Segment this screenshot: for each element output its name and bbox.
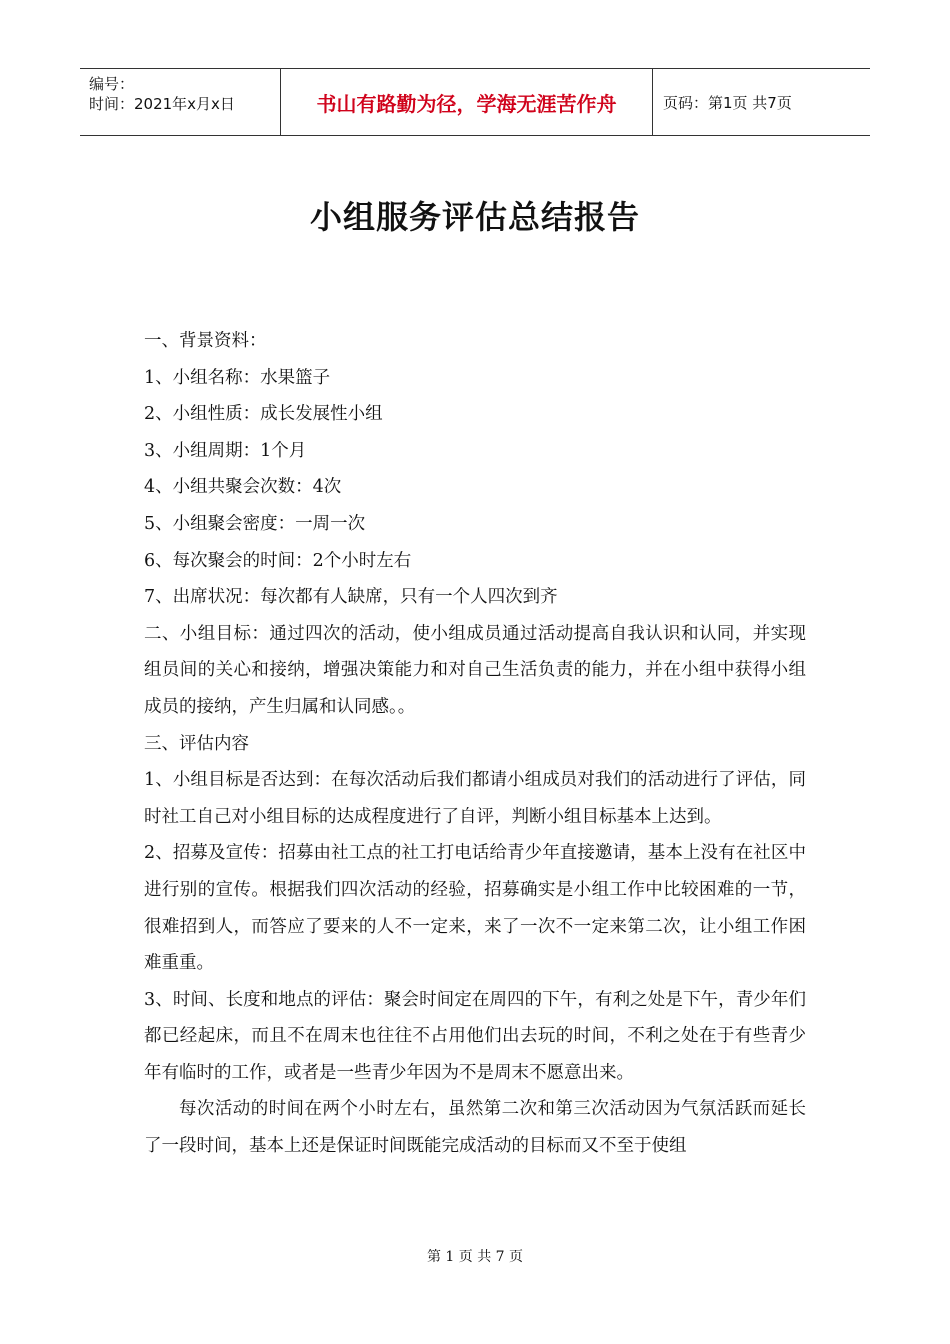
header-meta-cell [80,69,281,135]
section-heading-background: 一、背景资料： [144,331,267,351]
evaluation-item-time-location: 3、时间、长度和地点的评估：聚会时间定在周四的下午，有利之处是下午，青少年们都已经起床，而且不在周末也往往不占用他们出去玩的时间，不利之处在于有些青少年有临时的工作，或者是一些青少年因为不是周末不愿意出来。 [144,989,806,1083]
list-item: 3、小组周期：1个月 [144,440,307,461]
list-item: 7、出席状况：每次都有人缺席，只有一个人四次到齐 [144,587,558,608]
evaluation-paragraph-duration: 每次活动的时间在两个小时左右，虽然第二次和第三次活动因为气氛活跃而延长了一段时间，基本上还是保证时间既能完成活动的目标而又不至于使组 [144,1099,806,1157]
evaluation-item-recruitment: 2、招募及宣传：招募由社工点的社工打电话给青少年直接邀请，基本上没有在社区中进行别的宣传。根据我们四次活动的经验，招募确实是小组工作中比较困难的一节，很难招到人，而答应了要来的人不一定来，来了一次不一定来第二次，让小组工作困难重重。 [144,843,806,974]
page-footer: 第 1 页 共 7 页 [426,1249,524,1265]
list-item: 2、小组性质：成长发展性小组 [144,404,383,425]
header-motto: 书山有路勤为径，学海无涯苦作舟 [281,69,653,135]
list-item: 5、小组聚会密度：一周一次 [144,513,366,534]
document-date-label: 时间：2021年x月x日 [89,95,235,113]
section-heading-evaluation: 三、评估内容 [144,733,249,754]
list-item: 4、小组共聚会次数：4次 [144,477,342,498]
list-item: 1、小组名称：水果篮子 [144,367,331,388]
list-item: 6、每次聚会的时间：2个小时左右 [144,550,412,571]
header-page-number: 页码：第1页 共7页 [663,93,792,112]
document-number-label: 编号： [89,75,135,93]
document-title: 小组服务评估总结报告 [309,198,640,236]
section-group-goals: 二、小组目标：通过四次的活动，使小组成员通过活动提高自我认识和认同，并实现组员间的关心和接纳，增强决策能力和对自己生活负责的能力，并在小组中获得小组成员的接纳，产生归属和认同感。。 [144,623,806,717]
document-body [144,323,806,1165]
document-header [80,68,870,136]
evaluation-item-goals: 1、小组目标是否达到：在每次活动后我们都请小组成员对我们的活动进行了评估，同时社工自己对小组目标的达成程度进行了自评，判断小组目标基本上达到。 [144,770,806,827]
